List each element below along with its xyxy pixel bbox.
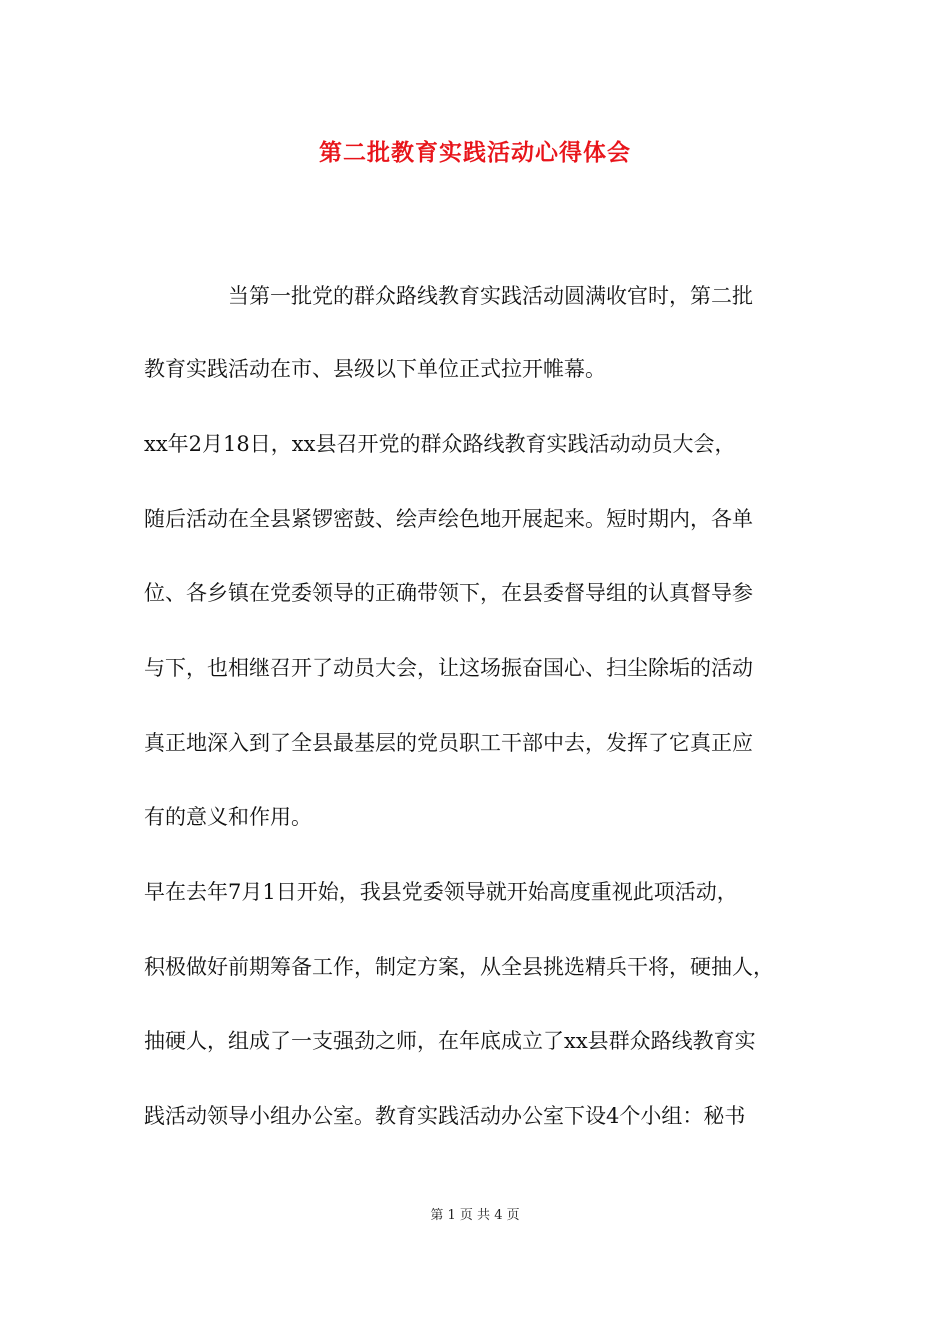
paragraph-line: 真正地深入到了全县最基层的党员职工干部中去，发挥了它真正应 <box>144 731 753 755</box>
document-title: 第二批教育实践活动心得体会 <box>319 139 631 166</box>
paragraph-line: 践活动领导小组办公室。教育实践活动办公室下设4个小组：秘书 <box>144 1104 746 1128</box>
paragraph-line: 随后活动在全县紧锣密鼓、绘声绘色地开展起来。短时期内，各单 <box>144 507 753 531</box>
paragraph-line: xx年2月18日，xx县召开党的群众路线教育实践活动动员大会， <box>144 432 736 456</box>
paragraph-line: 当第一批党的群众路线教育实践活动圆满收官时，第二批 <box>144 284 753 308</box>
paragraph-line: 早在去年7月1日开始，我县党委领导就开始高度重视此项活动， <box>144 880 738 904</box>
paragraph-line: 抽硬人，组成了一支强劲之师，在年底成立了xx县群众路线教育实 <box>144 1029 756 1053</box>
page-number-footer: 第 1 页 共 4 页 <box>430 1208 520 1223</box>
paragraph-line: 教育实践活动在市、县级以下单位正式拉开帷幕。 <box>144 357 606 381</box>
paragraph-line: 有的意义和作用。 <box>144 805 312 829</box>
paragraph-line: 与下，也相继召开了动员大会，让这场振奋国心、扫尘除垢的活动 <box>144 656 753 680</box>
paragraph-line: 积极做好前期筹备工作，制定方案，从全县挑选精兵干将，硬抽人， <box>144 955 774 979</box>
paragraph-line: 位、各乡镇在党委领导的正确带领下，在县委督导组的认真督导参 <box>144 581 753 605</box>
